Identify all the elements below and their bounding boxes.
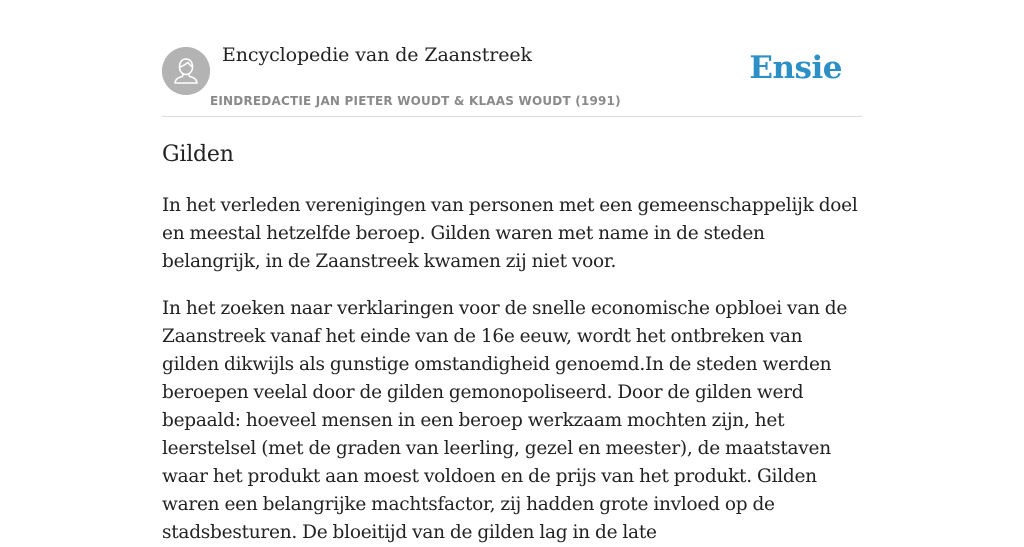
article [162, 140, 862, 547]
book-title[interactable]: Encyclopedie van de Zaanstreek [222, 44, 532, 66]
article-paragraph: In het verleden verenigingen van personen met een gemeenschappelijk doel en meestal hetzelfde beroep. Gilden waren met name in de steden belangrijk, in de Zaanstreek kwamen zij niet voor. [162, 195, 858, 272]
ensie-logo[interactable]: Ensie [749, 50, 842, 86]
article-title: Gilden [162, 142, 234, 167]
book-header [162, 0, 862, 117]
user-icon [162, 47, 210, 95]
book-editors: EINDREDACTIE JAN PIETER WOUDT & KLAAS WOUDT (1991) [210, 94, 621, 108]
article-paragraph: In het zoeken naar verklaringen voor de snelle economische opbloei van de Zaanstreek vanaf het einde van de 16e eeuw, wordt het ontbreken van gilden dikwijls als gunstige omstandigheid genoemd.In de steden werden beroepen veelal door de gilden gemonopoliseerd. Door de gilden werd bepaald: hoeveel mensen in een beroep werkzaam mochten zijn, het leerstelsel (met de graden van leerling, gezel en meester), de maatstaven waar het produkt aan moest voldoen en de prijs van het produkt. Gilden waren een belangrijke machtsfactor, zij hadden grote invloed op de stadsbesturen. De bloeitijd van de gilden lag in de late [162, 298, 848, 543]
